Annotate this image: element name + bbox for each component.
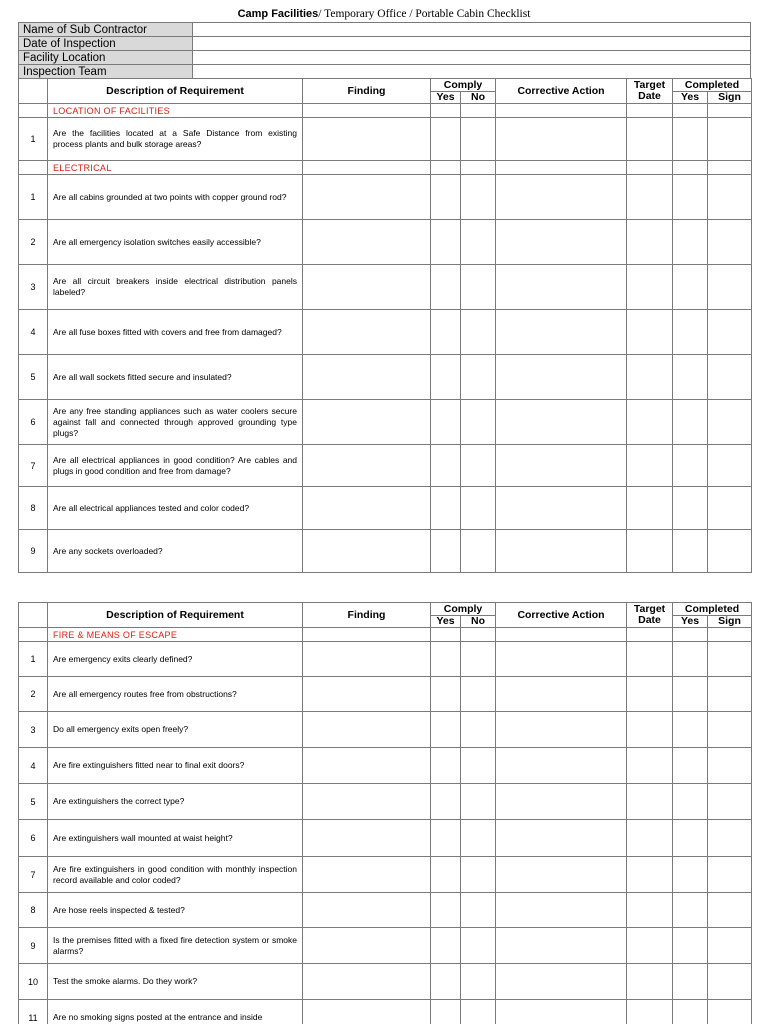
item-number: 5: [19, 355, 48, 400]
info-value-field[interactable]: [193, 23, 751, 37]
completed-sign-cell: [708, 104, 752, 118]
comply-yes-checkbox[interactable]: [431, 355, 461, 400]
completed-yes-checkbox[interactable]: [673, 310, 708, 355]
target-date-field[interactable]: [627, 712, 673, 748]
completed-sign-field[interactable]: [708, 712, 752, 748]
comply-yes-checkbox[interactable]: [431, 928, 461, 964]
target-date-field[interactable]: [627, 820, 673, 857]
requirement-text: Test the smoke alarms. Do they work?: [48, 964, 303, 1000]
comply-yes-checkbox[interactable]: [431, 445, 461, 487]
comply-yes-checkbox[interactable]: [431, 1000, 461, 1024]
finding-field[interactable]: [303, 175, 431, 220]
comply-no-cell: [461, 628, 496, 642]
completed-sign-header: Sign: [708, 92, 752, 104]
target-date-cell: [627, 628, 673, 642]
comply-no-checkbox[interactable]: [461, 487, 496, 530]
target-date-field[interactable]: [627, 118, 673, 161]
completed-sign-field[interactable]: [708, 265, 752, 310]
completed-sign-field[interactable]: [708, 748, 752, 784]
finding-field[interactable]: [303, 642, 431, 677]
requirement-text: Are all electrical appliances in good condition? Are cables and plugs in good condition and free from damage?: [48, 445, 303, 487]
finding-field[interactable]: [303, 748, 431, 784]
item-number: 10: [19, 964, 48, 1000]
completed-yes-checkbox[interactable]: [673, 928, 708, 964]
corrective-action-header: Corrective Action: [496, 79, 627, 104]
completed-sign-field[interactable]: [708, 642, 752, 677]
item-number: 8: [19, 487, 48, 530]
target-date-field[interactable]: [627, 857, 673, 893]
comply-yes-checkbox[interactable]: [431, 400, 461, 445]
checklist-row: [19, 175, 752, 220]
completed-sign-field[interactable]: [708, 118, 752, 161]
target-date-header: Target Date: [627, 79, 673, 104]
corrective-action-field[interactable]: [496, 220, 627, 265]
comply-yes-checkbox[interactable]: [431, 712, 461, 748]
corrective-action-field[interactable]: [496, 530, 627, 573]
completed-sign-field[interactable]: [708, 928, 752, 964]
corrective-action-field[interactable]: [496, 355, 627, 400]
section-title: LOCATION OF FACILITIES: [48, 104, 303, 118]
info-label: Date of Inspection: [19, 37, 193, 51]
title-bold: Camp Facilities: [237, 8, 319, 20]
finding-field[interactable]: [303, 118, 431, 161]
completed-yes-header: Yes: [673, 616, 708, 628]
comply-yes-checkbox[interactable]: [431, 118, 461, 161]
completed-yes-cell: [673, 161, 708, 175]
comply-yes-cell: [431, 628, 461, 642]
finding-field[interactable]: [303, 820, 431, 857]
completed-yes-checkbox[interactable]: [673, 820, 708, 857]
info-row: [19, 51, 751, 65]
checklist-row: [19, 820, 752, 857]
comply-yes-checkbox[interactable]: [431, 487, 461, 530]
completed-sign-field[interactable]: [708, 530, 752, 573]
target-date-field[interactable]: [627, 310, 673, 355]
item-number: 9: [19, 928, 48, 964]
completed-yes-checkbox[interactable]: [673, 784, 708, 820]
corrective-action-field[interactable]: [496, 642, 627, 677]
completed-yes-checkbox[interactable]: [673, 355, 708, 400]
completed-yes-cell: [673, 628, 708, 642]
completed-sign-field[interactable]: [708, 355, 752, 400]
comply-yes-checkbox[interactable]: [431, 677, 461, 712]
completed-sign-field[interactable]: [708, 964, 752, 1000]
completed-yes-checkbox[interactable]: [673, 530, 708, 573]
comply-no-checkbox[interactable]: [461, 748, 496, 784]
corrective-action-field[interactable]: [496, 445, 627, 487]
checklist-row: [19, 928, 752, 964]
target-date-field[interactable]: [627, 445, 673, 487]
corrective-action-field[interactable]: [496, 175, 627, 220]
comply-no-checkbox[interactable]: [461, 1000, 496, 1024]
corrective-action-cell: [496, 161, 627, 175]
finding-field[interactable]: [303, 712, 431, 748]
comply-yes-header: Yes: [431, 616, 461, 628]
completed-sign-field[interactable]: [708, 784, 752, 820]
completed-yes-checkbox[interactable]: [673, 642, 708, 677]
finding-cell: [303, 161, 431, 175]
comply-no-checkbox[interactable]: [461, 857, 496, 893]
section-num-cell: [19, 628, 48, 642]
corrective-action-field[interactable]: [496, 487, 627, 530]
requirement-text: Are all circuit breakers inside electrical distribution panels labeled?: [48, 265, 303, 310]
completed-sign-field[interactable]: [708, 220, 752, 265]
page-title: [0, 8, 768, 20]
corrective-action-field[interactable]: [496, 712, 627, 748]
requirement-text: Are all wall sockets fitted secure and insulated?: [48, 355, 303, 400]
item-number: 6: [19, 820, 48, 857]
checklist-row: [19, 1000, 752, 1024]
comply-yes-checkbox[interactable]: [431, 964, 461, 1000]
completed-sign-field[interactable]: [708, 893, 752, 928]
item-number: 1: [19, 642, 48, 677]
completed-yes-checkbox[interactable]: [673, 265, 708, 310]
comply-no-checkbox[interactable]: [461, 712, 496, 748]
comply-yes-checkbox[interactable]: [431, 220, 461, 265]
requirement-text: Are extinguishers wall mounted at waist height?: [48, 820, 303, 857]
finding-field[interactable]: [303, 265, 431, 310]
comply-yes-cell: [431, 161, 461, 175]
info-value-field[interactable]: [193, 65, 751, 79]
finding-cell: [303, 104, 431, 118]
completed-yes-checkbox[interactable]: [673, 220, 708, 265]
description-header: Description of Requirement: [48, 603, 303, 628]
description-header: Description of Requirement: [48, 79, 303, 104]
corrective-action-field[interactable]: [496, 820, 627, 857]
checklist-row: [19, 677, 752, 712]
comply-yes-cell: [431, 104, 461, 118]
completed-sign-cell: [708, 161, 752, 175]
completed-yes-cell: [673, 104, 708, 118]
completed-header: Completed: [673, 603, 752, 616]
finding-field[interactable]: [303, 310, 431, 355]
completed-yes-checkbox[interactable]: [673, 175, 708, 220]
section-row: [19, 628, 752, 642]
comply-yes-checkbox[interactable]: [431, 265, 461, 310]
info-row: [19, 23, 751, 37]
checklist-row: [19, 310, 752, 355]
section-title: FIRE & MEANS OF ESCAPE: [48, 628, 303, 642]
requirement-text: Are hose reels inspected & tested?: [48, 893, 303, 928]
comply-yes-checkbox[interactable]: [431, 784, 461, 820]
comply-no-checkbox[interactable]: [461, 964, 496, 1000]
requirement-text: Are all emergency routes free from obstructions?: [48, 677, 303, 712]
completed-sign-field[interactable]: [708, 857, 752, 893]
comply-yes-checkbox[interactable]: [431, 857, 461, 893]
corrective-action-field[interactable]: [496, 310, 627, 355]
section-num-cell: [19, 104, 48, 118]
completed-yes-checkbox[interactable]: [673, 712, 708, 748]
info-value-field[interactable]: [193, 37, 751, 51]
item-number: 7: [19, 445, 48, 487]
corrective-action-field[interactable]: [496, 265, 627, 310]
info-label: Inspection Team: [19, 65, 193, 79]
checklist-row: [19, 642, 752, 677]
comply-no-header: No: [461, 616, 496, 628]
target-date-field[interactable]: [627, 964, 673, 1000]
item-number: 1: [19, 175, 48, 220]
corrective-action-field[interactable]: [496, 748, 627, 784]
comply-no-checkbox[interactable]: [461, 928, 496, 964]
comply-yes-checkbox[interactable]: [431, 310, 461, 355]
comply-no-checkbox[interactable]: [461, 893, 496, 928]
requirement-text: Are any free standing appliances such as water coolers secure against fall and connected through approved grounding type plugs?: [48, 400, 303, 445]
target-date-field[interactable]: [627, 175, 673, 220]
comply-no-header: No: [461, 92, 496, 104]
comply-no-checkbox[interactable]: [461, 175, 496, 220]
comply-no-checkbox[interactable]: [461, 677, 496, 712]
title-rest: / Temporary Office / Portable Cabin Checklist: [318, 8, 531, 20]
target-date-header: Target Date: [627, 603, 673, 628]
requirement-text: Are no smoking signs posted at the entrance and inside: [48, 1000, 303, 1024]
item-number: 2: [19, 677, 48, 712]
comply-yes-checkbox[interactable]: [431, 820, 461, 857]
requirement-text: Are all electrical appliances tested and color coded?: [48, 487, 303, 530]
finding-field[interactable]: [303, 400, 431, 445]
requirement-text: Is the premises fitted with a fixed fire detection system or smoke alarms?: [48, 928, 303, 964]
checklist-row: [19, 964, 752, 1000]
corrective-action-field[interactable]: [496, 928, 627, 964]
target-date-field[interactable]: [627, 400, 673, 445]
corrective-action-field[interactable]: [496, 893, 627, 928]
section-title: ELECTRICAL: [48, 161, 303, 175]
comply-no-checkbox[interactable]: [461, 530, 496, 573]
finding-field[interactable]: [303, 857, 431, 893]
info-label: Facility Location: [19, 51, 193, 65]
target-date-field[interactable]: [627, 784, 673, 820]
checklist-row: [19, 784, 752, 820]
completed-yes-header: Yes: [673, 92, 708, 104]
comply-no-cell: [461, 104, 496, 118]
target-date-cell: [627, 161, 673, 175]
target-date-field[interactable]: [627, 355, 673, 400]
comply-no-checkbox[interactable]: [461, 784, 496, 820]
item-number: 11: [19, 1000, 48, 1024]
requirement-text: Are the facilities located at a Safe Distance from existing process plants and bulk storage areas?: [48, 118, 303, 161]
checklist-table-2: [18, 602, 752, 1024]
finding-field[interactable]: [303, 530, 431, 573]
item-number: 3: [19, 712, 48, 748]
comply-yes-checkbox[interactable]: [431, 642, 461, 677]
comply-header: Comply: [431, 79, 496, 92]
corrective-action-cell: [496, 628, 627, 642]
item-number: 9: [19, 530, 48, 573]
checklist-table-1: [18, 78, 752, 573]
completed-sign-field[interactable]: [708, 487, 752, 530]
checklist-row: [19, 857, 752, 893]
comply-yes-checkbox[interactable]: [431, 175, 461, 220]
finding-field[interactable]: [303, 487, 431, 530]
corrective-action-header: Corrective Action: [496, 603, 627, 628]
checklist-row: [19, 118, 752, 161]
checklist-row: [19, 445, 752, 487]
completed-sign-field[interactable]: [708, 445, 752, 487]
completed-sign-field[interactable]: [708, 820, 752, 857]
completed-yes-checkbox[interactable]: [673, 487, 708, 530]
target-date-field[interactable]: [627, 642, 673, 677]
target-date-cell: [627, 104, 673, 118]
completed-sign-field[interactable]: [708, 1000, 752, 1024]
target-date-field[interactable]: [627, 220, 673, 265]
requirement-text: Are all emergency isolation switches easily accessible?: [48, 220, 303, 265]
comply-yes-checkbox[interactable]: [431, 530, 461, 573]
completed-yes-checkbox[interactable]: [673, 118, 708, 161]
finding-field[interactable]: [303, 1000, 431, 1024]
corrective-action-field[interactable]: [496, 1000, 627, 1024]
target-date-field[interactable]: [627, 1000, 673, 1024]
comply-yes-header: Yes: [431, 92, 461, 104]
requirement-text: Are all cabins grounded at two points with copper ground rod?: [48, 175, 303, 220]
info-row: [19, 37, 751, 51]
item-number: 5: [19, 784, 48, 820]
completed-sign-field[interactable]: [708, 175, 752, 220]
completed-yes-checkbox[interactable]: [673, 893, 708, 928]
checklist-row: [19, 400, 752, 445]
item-number: 7: [19, 857, 48, 893]
finding-field[interactable]: [303, 677, 431, 712]
num-header: [19, 79, 48, 104]
requirement-text: Are any sockets overloaded?: [48, 530, 303, 573]
comply-no-checkbox[interactable]: [461, 820, 496, 857]
completed-sign-field[interactable]: [708, 400, 752, 445]
requirement-text: Are fire extinguishers fitted near to final exit doors?: [48, 748, 303, 784]
finding-field[interactable]: [303, 220, 431, 265]
section-row: [19, 161, 752, 175]
item-number: 4: [19, 748, 48, 784]
completed-sign-field[interactable]: [708, 310, 752, 355]
checklist-row: [19, 712, 752, 748]
completed-yes-checkbox[interactable]: [673, 857, 708, 893]
finding-header: Finding: [303, 79, 431, 104]
completed-sign-cell: [708, 628, 752, 642]
comply-no-checkbox[interactable]: [461, 445, 496, 487]
corrective-action-field[interactable]: [496, 784, 627, 820]
finding-field[interactable]: [303, 784, 431, 820]
finding-field[interactable]: [303, 445, 431, 487]
checklist-row: [19, 487, 752, 530]
num-header: [19, 603, 48, 628]
checklist-row: [19, 355, 752, 400]
target-date-field[interactable]: [627, 893, 673, 928]
completed-sign-field[interactable]: [708, 677, 752, 712]
completed-yes-checkbox[interactable]: [673, 964, 708, 1000]
comply-no-checkbox[interactable]: [461, 265, 496, 310]
corrective-action-field[interactable]: [496, 677, 627, 712]
finding-header: Finding: [303, 603, 431, 628]
checklist-row: [19, 220, 752, 265]
corrective-action-field[interactable]: [496, 964, 627, 1000]
inspection-info-table: [18, 22, 751, 79]
comply-no-checkbox[interactable]: [461, 220, 496, 265]
comply-no-cell: [461, 161, 496, 175]
corrective-action-cell: [496, 104, 627, 118]
finding-field[interactable]: [303, 355, 431, 400]
completed-yes-checkbox[interactable]: [673, 1000, 708, 1024]
target-date-field[interactable]: [627, 677, 673, 712]
section-num-cell: [19, 161, 48, 175]
corrective-action-field[interactable]: [496, 118, 627, 161]
comply-no-checkbox[interactable]: [461, 310, 496, 355]
requirement-text: Are emergency exits clearly defined?: [48, 642, 303, 677]
corrective-action-field[interactable]: [496, 400, 627, 445]
requirement-text: Are all fuse boxes fitted with covers and free from damaged?: [48, 310, 303, 355]
completed-yes-checkbox[interactable]: [673, 445, 708, 487]
checklist-row: [19, 265, 752, 310]
requirement-text: Are fire extinguishers in good condition with monthly inspection record available and color coded?: [48, 857, 303, 893]
item-number: 2: [19, 220, 48, 265]
comply-no-checkbox[interactable]: [461, 642, 496, 677]
requirement-text: Do all emergency exits open freely?: [48, 712, 303, 748]
comply-header: Comply: [431, 603, 496, 616]
corrective-action-field[interactable]: [496, 857, 627, 893]
item-number: 6: [19, 400, 48, 445]
comply-no-checkbox[interactable]: [461, 355, 496, 400]
item-number: 3: [19, 265, 48, 310]
info-row: [19, 65, 751, 79]
comply-no-checkbox[interactable]: [461, 400, 496, 445]
comply-yes-checkbox[interactable]: [431, 893, 461, 928]
target-date-field[interactable]: [627, 748, 673, 784]
section-row: [19, 104, 752, 118]
checklist-row: [19, 530, 752, 573]
completed-sign-header: Sign: [708, 616, 752, 628]
comply-no-checkbox[interactable]: [461, 118, 496, 161]
completed-header: Completed: [673, 79, 752, 92]
finding-field[interactable]: [303, 893, 431, 928]
completed-yes-checkbox[interactable]: [673, 677, 708, 712]
finding-field[interactable]: [303, 928, 431, 964]
target-date-field[interactable]: [627, 265, 673, 310]
info-value-field[interactable]: [193, 51, 751, 65]
info-label: Name of Sub Contractor: [19, 23, 193, 37]
finding-field[interactable]: [303, 964, 431, 1000]
comply-yes-checkbox[interactable]: [431, 748, 461, 784]
finding-cell: [303, 628, 431, 642]
target-date-field[interactable]: [627, 928, 673, 964]
target-date-field[interactable]: [627, 487, 673, 530]
requirement-text: Are extinguishers the correct type?: [48, 784, 303, 820]
checklist-row: [19, 893, 752, 928]
item-number: 8: [19, 893, 48, 928]
item-number: 1: [19, 118, 48, 161]
completed-yes-checkbox[interactable]: [673, 748, 708, 784]
target-date-field[interactable]: [627, 530, 673, 573]
checklist-row: [19, 748, 752, 784]
completed-yes-checkbox[interactable]: [673, 400, 708, 445]
item-number: 4: [19, 310, 48, 355]
